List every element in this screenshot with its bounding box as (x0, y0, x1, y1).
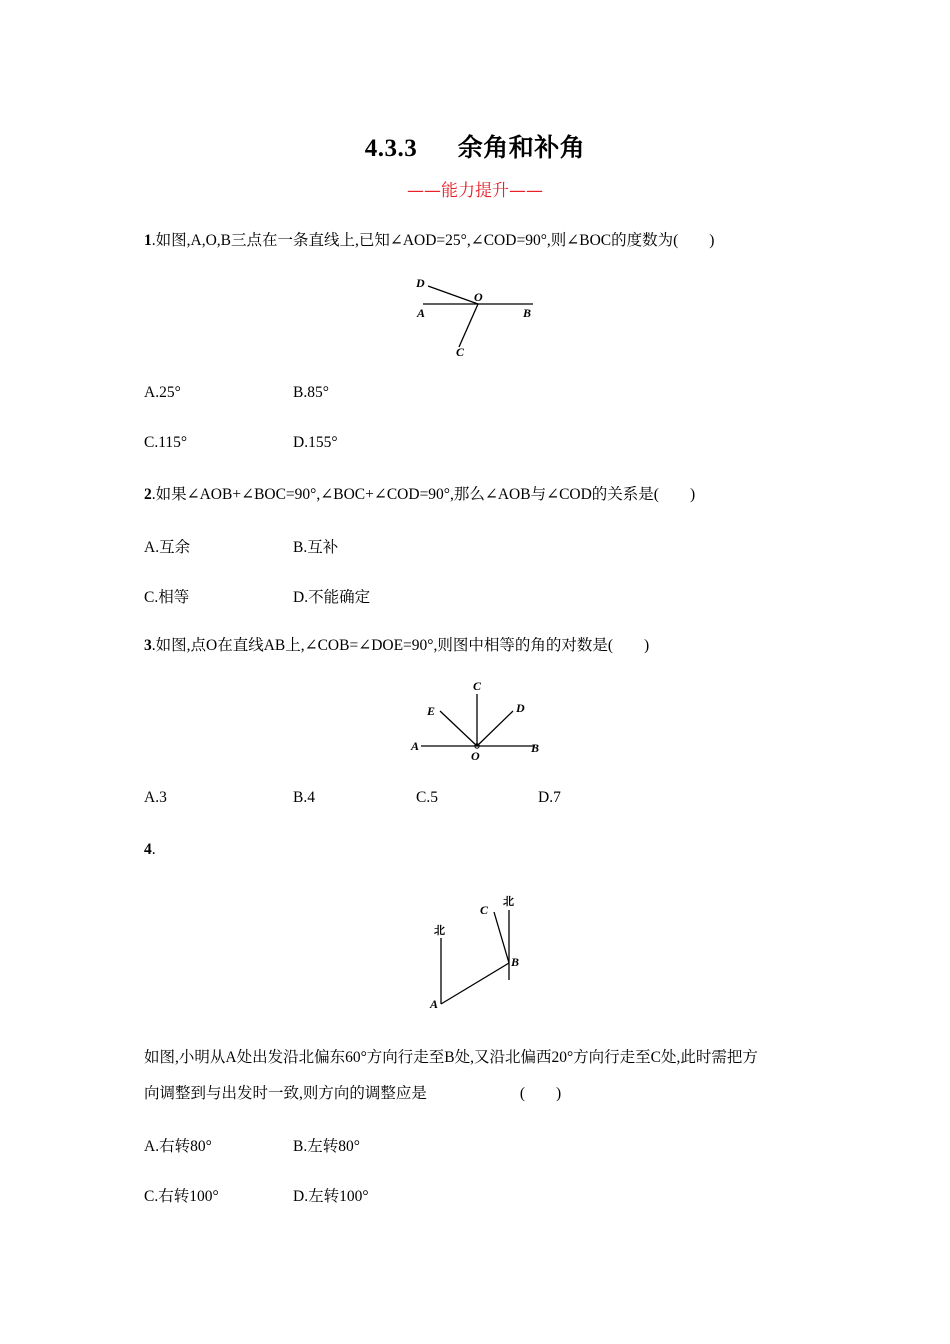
question-3-option-c[interactable]: C.5 (416, 789, 438, 806)
question-3-option-d[interactable]: D.7 (538, 789, 561, 806)
ray-oe (440, 711, 477, 746)
label-a: A (430, 997, 439, 1011)
ray-od (428, 286, 478, 304)
question-2-stem (144, 485, 695, 505)
section-subtitle: ——能力提升—— (407, 181, 543, 201)
page-title (0, 128, 950, 164)
label-b: B (531, 741, 540, 755)
question-3-number: 3 (144, 637, 152, 654)
ray-oc (459, 304, 478, 347)
label-d: D (416, 276, 425, 290)
question-4-text: . (151, 841, 156, 858)
label-north-b: 北 (503, 895, 514, 908)
question-4-option-b[interactable]: B.左转80° (293, 1138, 360, 1155)
question-2-text: .如果∠AOB+∠BOC=90°,∠BOC+∠COD=90°,那么∠AOB与∠COD的关系是( ) (151, 486, 696, 503)
title-number: 4.3.3 (364, 135, 418, 162)
question-3-figure (405, 676, 550, 766)
question-1-option-c[interactable]: C.115° (144, 434, 188, 451)
label-c: C (480, 903, 489, 917)
label-e: E (427, 704, 436, 718)
label-a: A (417, 306, 426, 320)
question-4-option-a[interactable]: A.右转80° (144, 1138, 212, 1155)
question-1-figure (405, 272, 545, 362)
question-2-option-a[interactable]: A.互余 (144, 539, 191, 556)
label-c: C (456, 345, 465, 359)
question-2-option-c[interactable]: C.相等 (144, 589, 190, 606)
question-3-option-a[interactable]: A.3 (144, 789, 167, 806)
question-4-paragraph (144, 1040, 814, 1112)
ray-od (477, 711, 513, 746)
question-3-text: .如图,点O在直线AB上,∠COB=∠DOE=90°,则图中相等的角的对数是( ) (151, 637, 650, 654)
question-1-option-d[interactable]: D.155° (293, 434, 338, 451)
question-4-option-d[interactable]: D.左转100° (293, 1188, 369, 1205)
question-1-text: .如图,A,O,B三点在一条直线上,已知∠AOD=25°,∠COD=90°,则∠BOC的度数为( ) (151, 232, 715, 249)
label-c: C (473, 679, 482, 693)
title-text: 余角和补角 (457, 133, 586, 162)
question-1-number: 1 (144, 232, 152, 249)
label-o: O (471, 749, 480, 763)
question-4-stem (144, 840, 156, 860)
question-4-figure (420, 888, 530, 1016)
question-2-option-d[interactable]: D.不能确定 (293, 589, 371, 606)
question-1-option-a[interactable]: A.25° (144, 384, 181, 401)
question-2-option-b[interactable]: B.互补 (293, 539, 339, 556)
segment-bc (494, 912, 509, 963)
question-1-option-b[interactable]: B.85° (293, 384, 329, 401)
label-d: D (516, 701, 525, 715)
question-3-stem (144, 636, 649, 656)
question-4-option-c[interactable]: C.右转100° (144, 1188, 219, 1205)
label-b: B (511, 955, 520, 969)
label-north-a: 北 (434, 924, 445, 937)
label-o: O (474, 290, 483, 304)
question-1-stem (144, 231, 714, 251)
segment-ab (441, 963, 509, 1004)
label-a: A (411, 739, 420, 753)
question-3-option-b[interactable]: B.4 (293, 789, 315, 806)
question-2-number: 2 (144, 486, 152, 503)
question-4-text-line-2: 向调整到与出发时一致,则方向的调整应是 ( ) (144, 1085, 562, 1102)
question-4-number: 4 (144, 841, 152, 858)
question-4-text-line-1: 如图,小明从A处出发沿北偏东60°方向行走至B处,又沿北偏西20°方向行走至C处,此时需把方 (144, 1049, 758, 1066)
label-b: B (523, 306, 532, 320)
